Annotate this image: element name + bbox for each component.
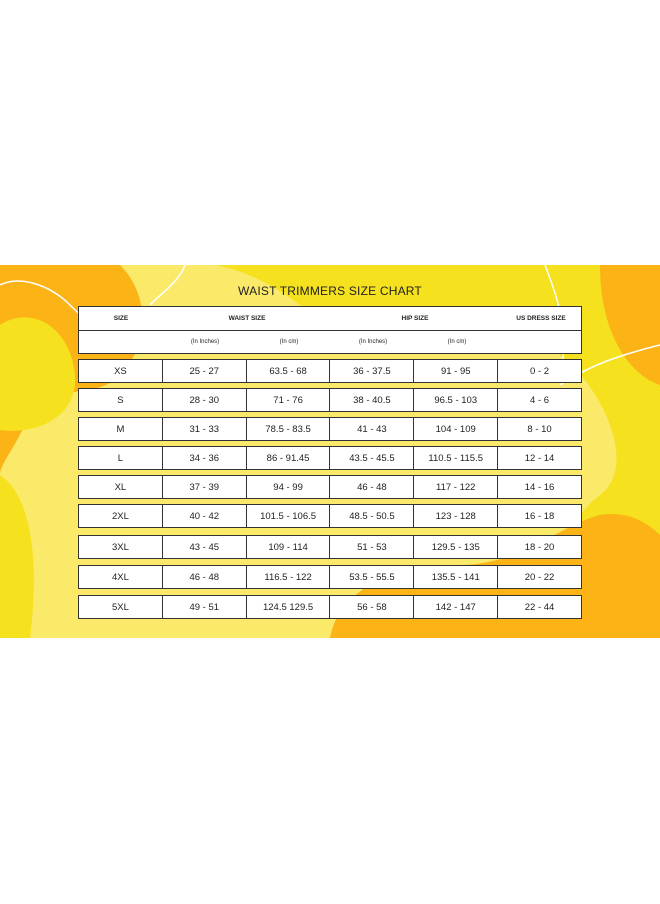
cell-size: M: [78, 417, 163, 441]
cell-waist-inches: 46 - 48: [163, 565, 247, 589]
table-row: [78, 475, 582, 499]
table-row: [78, 595, 582, 619]
cell-us-dress-size: 0 - 2: [498, 359, 582, 383]
cell-size: XS: [78, 359, 163, 383]
subheader-waist-cm: (In cm): [279, 339, 299, 345]
cell-hip-inches: 48.5 - 50.5: [330, 504, 414, 528]
cell-waist-cm: 71 - 76: [247, 388, 331, 412]
cell-waist-cm: 63.5 - 68: [247, 359, 331, 383]
header-size: SIZE: [113, 315, 129, 322]
cell-waist-cm: 101.5 - 106.5: [247, 504, 331, 528]
cell-waist-cm: 94 - 99: [247, 475, 331, 499]
cell-size: 4XL: [78, 565, 163, 589]
table-row: [78, 388, 582, 412]
cell-hip-inches: 46 - 48: [330, 475, 414, 499]
cell-us-dress-size: 8 - 10: [498, 417, 582, 441]
cell-waist-cm: 86 - 91.45: [247, 446, 331, 470]
cell-size: 2XL: [78, 504, 163, 528]
cell-waist-inches: 49 - 51: [163, 595, 247, 619]
cell-waist-inches: 25 - 27: [163, 359, 247, 383]
cell-size: 3XL: [78, 535, 163, 559]
cell-hip-inches: 41 - 43: [330, 417, 414, 441]
cell-hip-cm: 96.5 - 103: [414, 388, 498, 412]
header-divider: [79, 330, 581, 331]
cell-hip-inches: 56 - 58: [330, 595, 414, 619]
cell-hip-cm: 123 - 128: [414, 504, 498, 528]
cell-hip-cm: 135.5 - 141: [414, 565, 498, 589]
header-hip-size: HIP SIZE: [401, 315, 429, 322]
subheader-hip-cm: (In cm): [447, 339, 467, 345]
chart-title: WAIST TRIMMERS SIZE CHART: [238, 284, 422, 298]
cell-hip-cm: 117 - 122: [414, 475, 498, 499]
cell-waist-inches: 43 - 45: [163, 535, 247, 559]
cell-waist-inches: 34 - 36: [163, 446, 247, 470]
cell-hip-cm: 142 - 147: [414, 595, 498, 619]
table-row: [78, 359, 582, 383]
cell-waist-inches: 31 - 33: [163, 417, 247, 441]
table-row: [78, 535, 582, 559]
cell-us-dress-size: 12 - 14: [498, 446, 582, 470]
cell-hip-inches: 51 - 53: [330, 535, 414, 559]
cell-hip-cm: 104 - 109: [414, 417, 498, 441]
subheader-hip-inches: (In Inches): [358, 339, 388, 345]
table-row: [78, 504, 582, 528]
cell-hip-cm: 110.5 - 115.5: [414, 446, 498, 470]
cell-hip-inches: 53.5 - 55.5: [330, 565, 414, 589]
table-row: [78, 446, 582, 470]
cell-us-dress-size: 14 - 16: [498, 475, 582, 499]
cell-hip-inches: 43.5 - 45.5: [330, 446, 414, 470]
table-row: [78, 565, 582, 589]
cell-waist-cm: 124.5 129.5: [247, 595, 331, 619]
cell-us-dress-size: 18 - 20: [498, 535, 582, 559]
cell-us-dress-size: 22 - 44: [498, 595, 582, 619]
subheader-waist-inches: (In Inches): [190, 339, 220, 345]
cell-size: 5XL: [78, 595, 163, 619]
cell-waist-cm: 109 - 114: [247, 535, 331, 559]
cell-size: S: [78, 388, 163, 412]
cell-us-dress-size: 20 - 22: [498, 565, 582, 589]
cell-hip-inches: 38 - 40.5: [330, 388, 414, 412]
table-header: [78, 306, 582, 354]
header-waist-size: WAIST SIZE: [228, 315, 266, 322]
cell-waist-inches: 40 - 42: [163, 504, 247, 528]
table-row: [78, 417, 582, 441]
cell-us-dress-size: 16 - 18: [498, 504, 582, 528]
cell-hip-cm: 91 - 95: [414, 359, 498, 383]
cell-waist-inches: 28 - 30: [163, 388, 247, 412]
header-us-dress-size: US DRESS SIZE: [516, 315, 566, 322]
cell-hip-cm: 129.5 - 135: [414, 535, 498, 559]
cell-us-dress-size: 4 - 6: [498, 388, 582, 412]
cell-hip-inches: 36 - 37.5: [330, 359, 414, 383]
cell-size: L: [78, 446, 163, 470]
cell-waist-inches: 37 - 39: [163, 475, 247, 499]
cell-waist-cm: 78.5 - 83.5: [247, 417, 331, 441]
cell-waist-cm: 116.5 - 122: [247, 565, 331, 589]
cell-size: XL: [78, 475, 163, 499]
